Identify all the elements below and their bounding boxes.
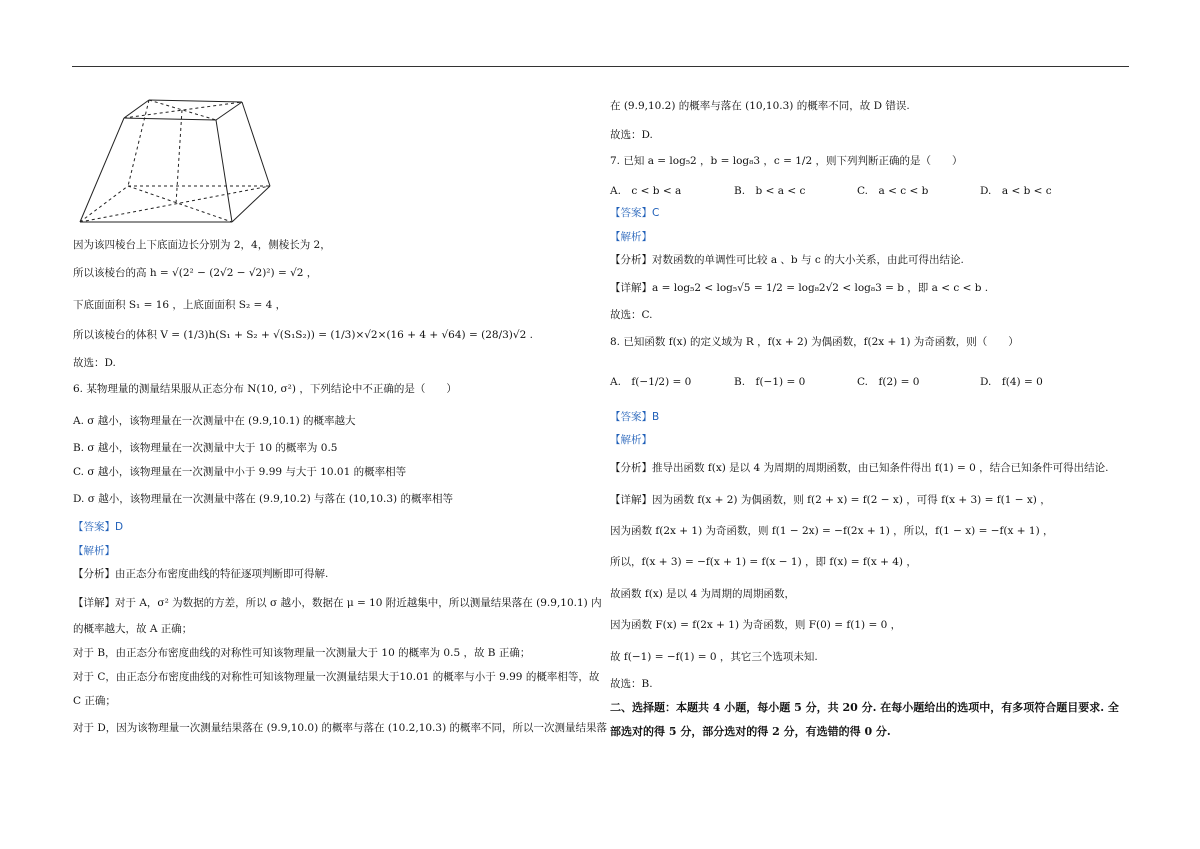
- answer-tag: 【答案】B: [610, 411, 660, 423]
- section-heading: 二、选择题：本题共 4 小题，每小题 5 分，共 20 分. 在每小题给出的选项中，有多项符合题目要求. 全: [610, 701, 1119, 714]
- text-line: 【分析】由正态分布密度曲线的特征逐项判断即可得解.: [73, 568, 329, 580]
- text-line: 对于 D，因为该物理量一次测量结果落在 (9.9,10.0) 的概率与落在 (10.2,10.3) 的概率不同，所以一次测量结果落: [73, 722, 608, 734]
- option-6c: C. σ 越小，该物理量在一次测量中小于 9.99 与大于 10.01 的概率相等: [73, 466, 407, 478]
- text-line: 所以该棱台的体积 V = (1/3)h(S₁ + S₂ + √(S₁S₂)) = (1/3)×√2×(16 + 4 + √64) = (28/3)√2 .: [73, 329, 533, 341]
- option-6a: A. σ 越小，该物理量在一次测量中在 (9.9,10.1) 的概率越大: [73, 415, 356, 427]
- answer-tag: 【答案】C: [610, 207, 660, 219]
- option-7d: D. a < b < c: [980, 185, 1052, 197]
- analysis-tag: 【解析】: [73, 545, 115, 557]
- analysis-tag: 【解析】: [610, 434, 652, 446]
- text-line: 的概率越大，故 A 正确；: [73, 623, 193, 635]
- text-line: 故 f(−1) = −f(1) = 0 ，其它三个选项未知.: [610, 651, 818, 663]
- text-line: 因为该四棱台上下底面边长分别为 2，4，侧棱长为 2，: [73, 239, 331, 251]
- option-6b: B. σ 越小，该物理量在一次测量中大于 10 的概率为 0.5: [73, 442, 338, 454]
- text-line: 【详解】因为函数 f(x + 2) 为偶函数，则 f(2 + x) = f(2 − x) ，可得 f(x + 3) = f(1 − x) ，: [610, 494, 1051, 506]
- question-7: 7. 已知 a = log₅2 ，b = log₈3 ，c = 1/2 ，则下列判断正确的是（ ）: [610, 155, 963, 167]
- question-8: 8. 已知函数 f(x) 的定义域为 R ，f(x + 2) 为偶函数，f(2x + 1) 为奇函数，则（ ）: [610, 336, 1019, 348]
- text-line: 故函数 f(x) 是以 4 为周期的周期函数，: [610, 588, 796, 600]
- text-line: 【分析】推导出函数 f(x) 是以 4 为周期的周期函数，由已知条件得出 f(1) = 0 ，结合已知条件可得出结论.: [610, 462, 1109, 474]
- text-line: 因为函数 F(x) = f(2x + 1) 为奇函数，则 F(0) = f(1) = 0 ，: [610, 619, 902, 631]
- option-6d: D. σ 越小，该物理量在一次测量中落在 (9.9,10.2) 与落在 (10,10.3) 的概率相等: [73, 493, 453, 505]
- text-line: C 正确；: [73, 695, 116, 707]
- option-8d: D. f(4) = 0: [980, 376, 1043, 388]
- section-heading: 部选对的得 5 分，部分选对的得 2 分，有选错的得 0 分.: [610, 725, 891, 738]
- text-line: 故选：B.: [610, 678, 653, 690]
- text-line: 【详解】a = log₅2 < log₅√5 = 1/2 = log₈2√2 < log₈3 = b ，即 a < c < b .: [610, 282, 989, 294]
- text-line: 故选：C.: [610, 309, 653, 321]
- answer-tag: 【答案】D: [73, 521, 124, 533]
- analysis-tag: 【解析】: [610, 231, 652, 243]
- text-line: 故选：D.: [73, 357, 116, 369]
- text-line: 对于 C，由正态分布密度曲线的对称性可知该物理量一次测量结果大于10.01 的概率与小于 9.99 的概率相等，故: [73, 671, 600, 683]
- text-line: 对于 B，由正态分布密度曲线的对称性可知该物理量一次测量大于 10 的概率为 0.5 ，故 B 正确；: [73, 647, 531, 659]
- option-7b: B. b < a < c: [734, 185, 806, 197]
- text-line: 故选：D.: [610, 129, 653, 141]
- frustum-figure: [76, 96, 276, 226]
- option-7a: A. c < b < a: [610, 185, 682, 197]
- text-line: 在 (9.9,10.2) 的概率与落在 (10,10.3) 的概率不同，故 D 错误.: [610, 100, 910, 112]
- option-7c: C. a < c < b: [857, 185, 929, 197]
- text-line: 所以该棱台的高 h = √(2² − (2√2 − √2)²) = √2 ，: [73, 267, 318, 279]
- option-8c: C. f(2) = 0: [857, 376, 920, 388]
- text-line: 因为函数 f(2x + 1) 为奇函数，则 f(1 − 2x) = −f(2x + 1) ，所以，f(1 − x) = −f(x + 1) ，: [610, 525, 1054, 537]
- option-8b: B. f(−1) = 0: [734, 376, 806, 388]
- question-6: 6. 某物理量的测量结果服从正态分布 N(10, σ²) ，下列结论中不正确的是（ ）: [73, 383, 457, 395]
- text-line: 【详解】对于 A，σ² 为数据的方差，所以 σ 越小，数据在 μ = 10 附近越集中，所以测量结果落在 (9.9,10.1) 内: [73, 597, 602, 609]
- text-line: 下底面面积 S₁ = 16 ，上底面面积 S₂ = 4 ，: [73, 299, 287, 311]
- text-line: 【分析】对数函数的单调性可比较 a 、b 与 c 的大小关系，由此可得出结论.: [610, 254, 964, 266]
- option-8a: A. f(−1/2) = 0: [610, 376, 692, 388]
- header-rule: [72, 66, 1129, 67]
- text-line: 所以，f(x + 3) = −f(x + 1) = f(x − 1) ，即 f(x) = f(x + 4) ，: [610, 556, 917, 568]
